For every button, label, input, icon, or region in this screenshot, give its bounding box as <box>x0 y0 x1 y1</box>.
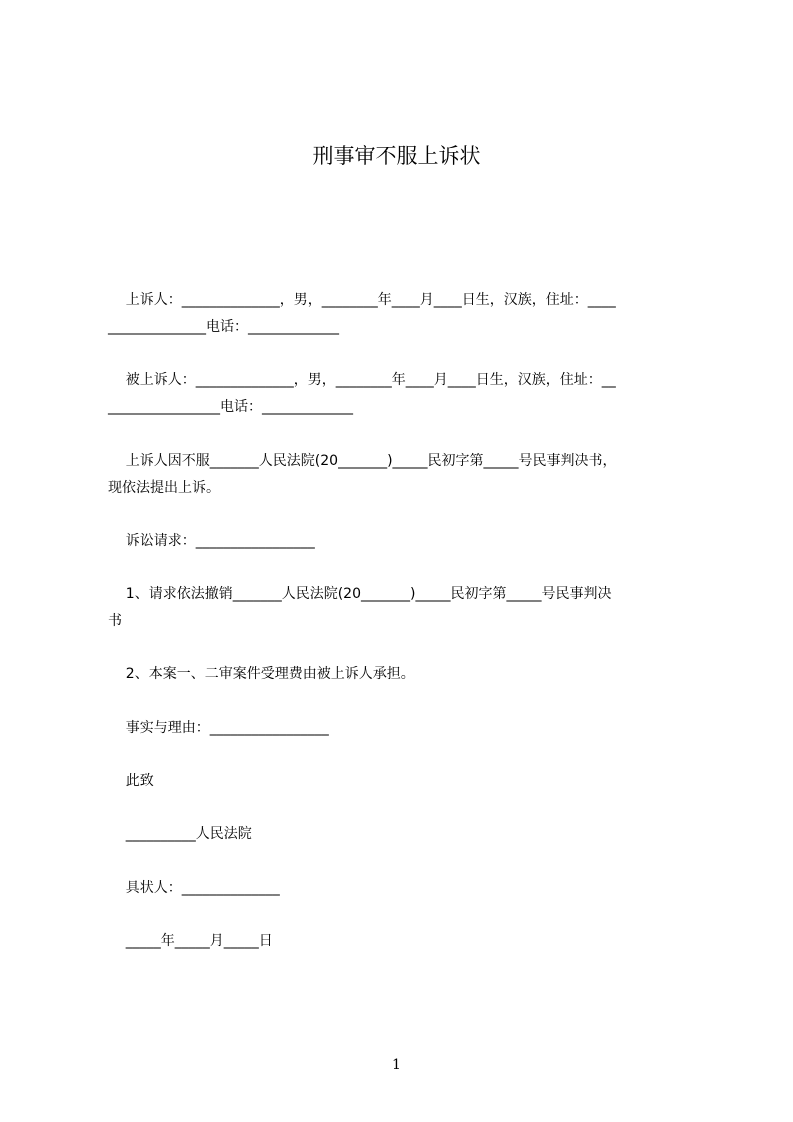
court-name-line: __________人民法院 <box>108 826 252 842</box>
petitioner-signature-line: 具状人：______________ <box>108 880 280 896</box>
claim-item-1: 1、请求依法撤销_______人民法院(20_______)_____民初字第_____号民事判决 <box>108 586 612 602</box>
appeal-statement-continued: 现依法提出上诉。 <box>108 480 220 496</box>
appellee-line: 被上诉人：______________，男，________年____月____日生，汉族，住址：__ <box>108 372 616 388</box>
appellant-line: 上诉人：______________，男，________年____月____日生，汉族，住址：____ <box>108 292 616 308</box>
claim-item-1-continued: 书 <box>108 613 122 629</box>
claims-heading: 诉讼请求：_________________ <box>108 533 315 549</box>
page-number: 1 <box>392 1057 401 1073</box>
appellant-phone-line: ______________电话：_____________ <box>108 319 339 335</box>
claim-item-2: 2、本案一、二审案件受理费由被上诉人承担。 <box>108 666 415 682</box>
document-title: 刑事审不服上诉状 <box>312 144 481 168</box>
facts-reasons-line: 事实与理由：_________________ <box>108 720 329 736</box>
appellee-phone-line: ________________电话：_____________ <box>108 399 353 415</box>
appeal-statement-line: 上诉人因不服_______人民法院(20_______)_____民初字第_____号民事判决书， <box>108 453 617 469</box>
salutation-line: 此致 <box>108 773 154 789</box>
date-line: _____年_____月_____日 <box>108 933 273 949</box>
